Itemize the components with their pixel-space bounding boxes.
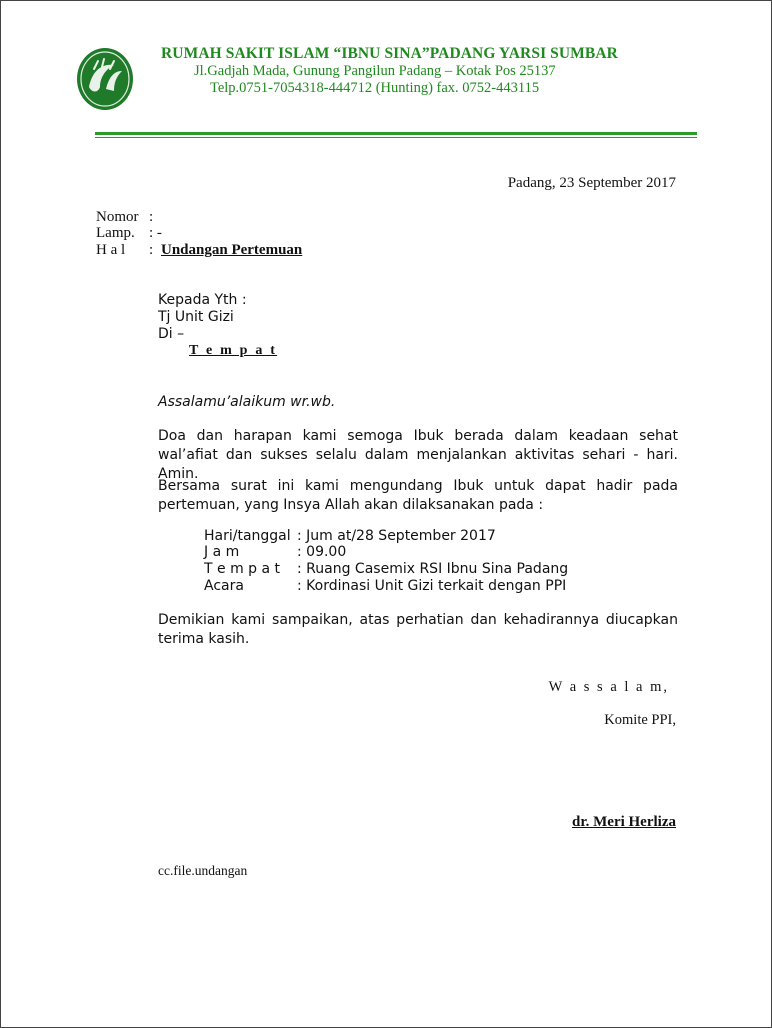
- recipient-line-1: Kepada Yth :: [158, 292, 247, 308]
- paragraph-2: Bersama surat ini kami mengundang Ibuk untuk dapat hadir pada pertemuan, yang Insya Allah akan dilaksanakan pada :: [158, 478, 678, 513]
- meta-label-hal: H a l: [96, 242, 126, 258]
- closing-paragraph: Demikian kami sampaikan, atas perhatian dan kehadirannya diucapkan terima kasih.: [158, 612, 678, 647]
- institution-name: RUMAH SAKIT ISLAM “IBNU SINA”PADANG YARSI SUMBAR: [161, 45, 618, 62]
- subject: Undangan Pertemuan: [161, 242, 303, 258]
- meta-sep-hal: :: [149, 242, 154, 258]
- detail-label-agenda: Acara: [204, 578, 244, 594]
- header-divider-thin: [95, 137, 697, 138]
- recipient-place: T e m p a t: [189, 343, 278, 358]
- detail-value-agenda: : Kordinasi Unit Gizi terkait dengan PPI: [297, 578, 567, 594]
- greeting: Assalamu’alaikum wr.wb.: [158, 394, 336, 410]
- meta-label-nomor: Nomor: [96, 209, 139, 225]
- paragraph-1: Doa dan harapan kami semoga Ibuk berada dalam keadaan sehat wal’afiat dan sukses selalu dalam menjalankan aktivitas sehari - hari. Amin.: [158, 428, 678, 482]
- recipient-line-2: Tj Unit Gizi: [158, 309, 234, 325]
- place-date: Padang, 23 September 2017: [507, 175, 676, 191]
- detail-label-date: Hari/tanggal: [204, 528, 291, 544]
- carbon-copy: cc.file.undangan: [158, 863, 248, 878]
- institution-address: Jl.Gadjah Mada, Gunung Pangilun Padang – Kotak Pos 25137: [194, 63, 556, 79]
- institution-phone: Telp.0751-7054318-444712 (Hunting) fax. 0752-443115: [210, 80, 540, 96]
- meta-sep-nomor: :: [149, 209, 154, 225]
- detail-value-date: : Jum at/28 September 2017: [297, 528, 496, 544]
- signatory-name: dr. Meri Herliza: [572, 814, 676, 830]
- committee-name: Komite PPI,: [604, 712, 676, 728]
- salutation: W a s s a l a m,: [548, 679, 669, 695]
- detail-label-place: T e m p a t: [204, 561, 281, 577]
- meta-label-lamp: Lamp.: [96, 225, 135, 241]
- header-divider: [95, 132, 697, 135]
- hospital-emblem-icon: [76, 47, 134, 111]
- detail-label-time: J a m: [204, 544, 240, 560]
- recipient-line-3: Di –: [158, 326, 185, 342]
- meta-sep-lamp: : -: [149, 225, 162, 241]
- detail-value-place: : Ruang Casemix RSI Ibnu Sina Padang: [297, 561, 569, 577]
- detail-value-time: : 09.00: [297, 544, 347, 560]
